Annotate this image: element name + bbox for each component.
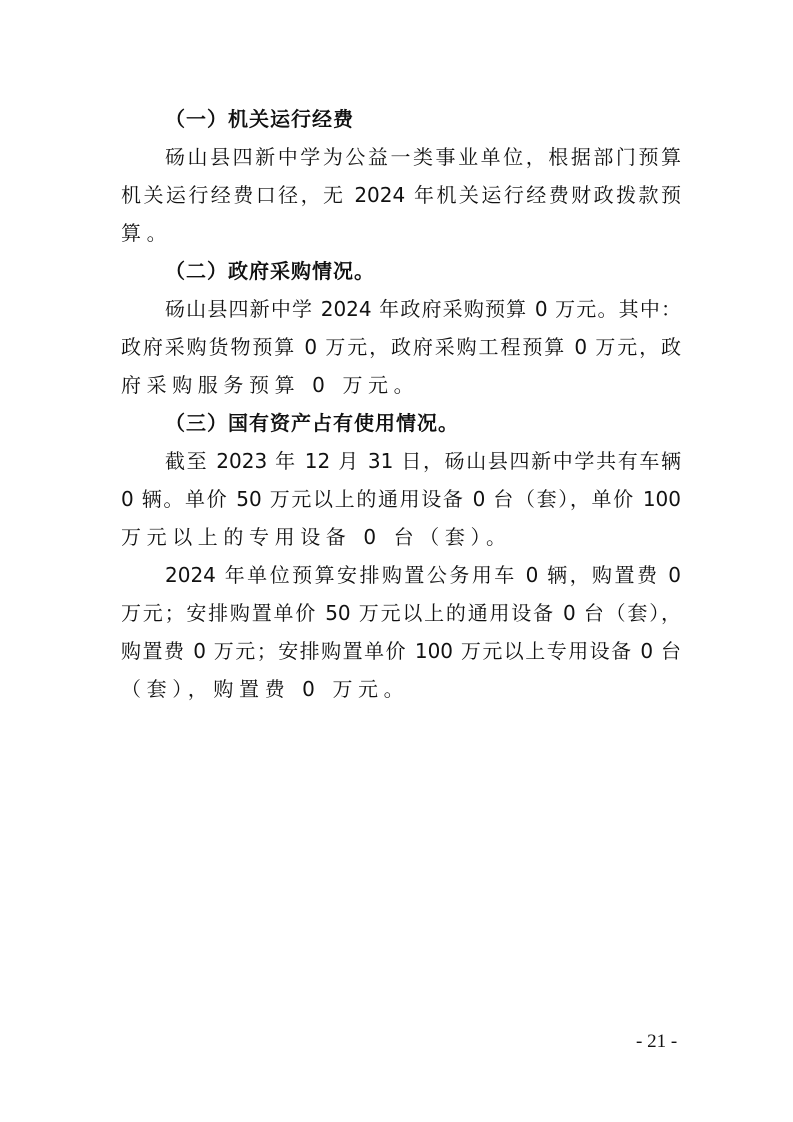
paragraph-line: （套），购置费 0 万元。 bbox=[121, 677, 410, 701]
paragraph-line: 万元以上的专用设备 0 台（套）。 bbox=[121, 525, 512, 549]
paragraph-line: 0 辆。单价 50 万元以上的通用设备 0 台（套），单价 100 bbox=[121, 487, 681, 511]
paragraph-line: 砀山县四新中学为公益一类事业单位，根据部门预算 bbox=[165, 145, 681, 169]
paragraph-line: 机关运行经费口径，无 2024 年机关运行经费财政拨款预 bbox=[121, 183, 681, 207]
paragraph-line: 购置费 0 万元；安排购置单价 100 万元以上专用设备 0 台 bbox=[121, 639, 681, 663]
page-number: - 21 - bbox=[636, 1031, 678, 1052]
section-heading-1: （一）机关运行经费 bbox=[165, 107, 354, 131]
paragraph-line: 政府采购货物预算 0 万元，政府采购工程预算 0 万元，政 bbox=[121, 335, 681, 359]
paragraph-line: 2024 年单位预算安排购置公务用车 0 辆，购置费 0 bbox=[165, 563, 681, 587]
section-heading-3: （三）国有资产占有使用情况。 bbox=[165, 411, 459, 435]
paragraph-line: 万元；安排购置单价 50 万元以上的通用设备 0 台（套）， bbox=[121, 601, 681, 625]
paragraph-line: 砀山县四新中学 2024 年政府采购预算 0 万元。其中： bbox=[165, 297, 681, 321]
paragraph-line: 算。 bbox=[121, 221, 173, 245]
paragraph-line: 截至 2023 年 12 月 31 日，砀山县四新中学共有车辆 bbox=[165, 449, 681, 473]
section-heading-2: （二）政府采购情况。 bbox=[165, 259, 375, 283]
paragraph-line: 府采购服务预算 0 万元。 bbox=[121, 373, 420, 397]
